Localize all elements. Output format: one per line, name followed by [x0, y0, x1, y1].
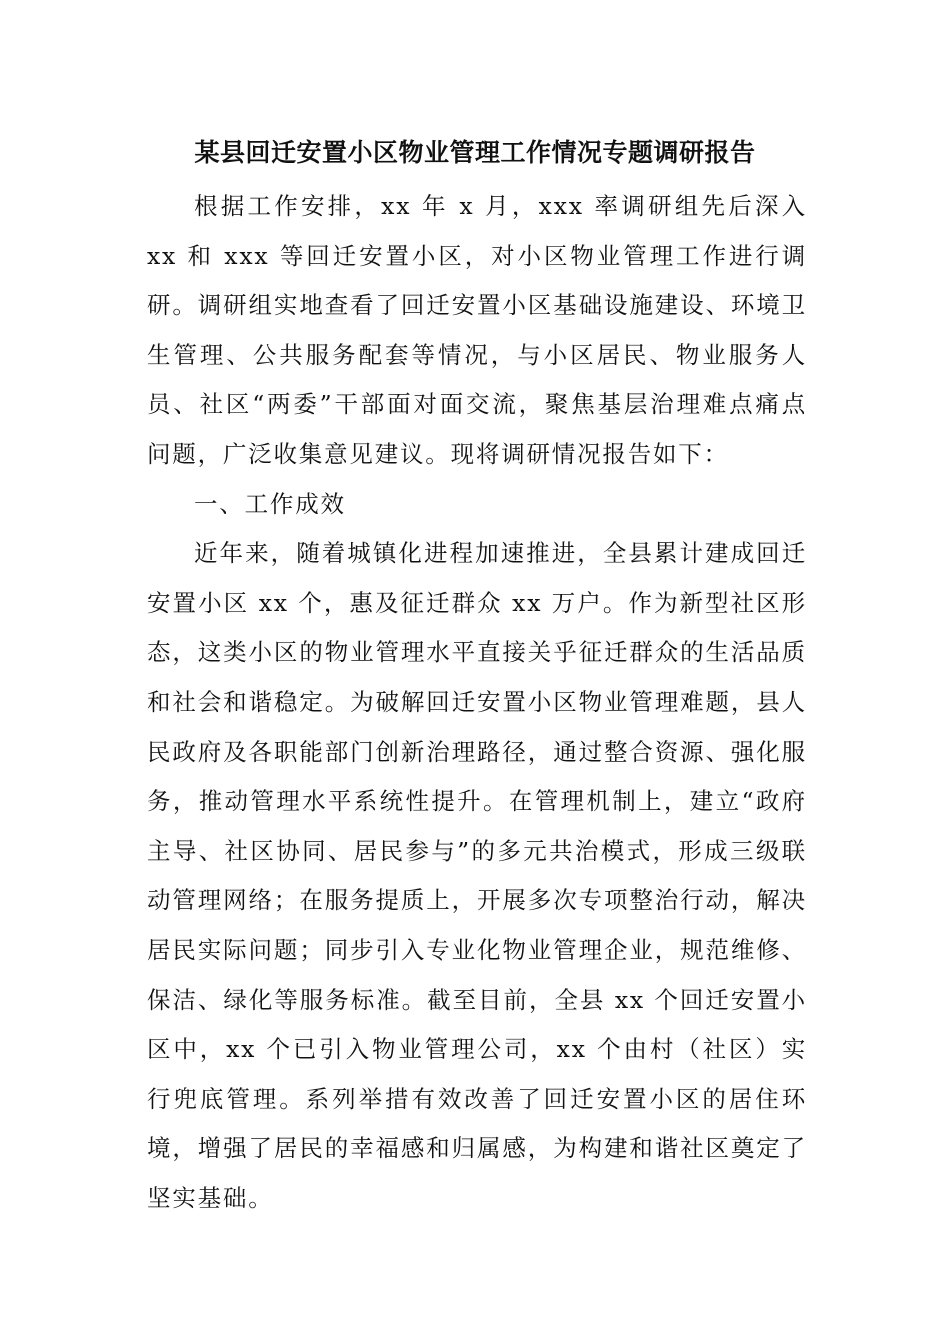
body-paragraph: 近年来，随着城镇化进程加速推进，全县累计建成回迁安置小区 xx 个，惠及征迁群众 xx 万户。作为新型社区形态，这类小区的物业管理水平直接关乎征迁群众的生活品质和社会和谐稳定。为破解回迁安置小区物业管理难题，县人民政府及各职能部门创新治理路径，通过整合资源、强化服务，推动管理水平系统性提升。在管理机制上，建立“政府主导、社区协同、居民参与”的多元共治模式，形成三级联动管理网络；在服务提质上，开展多次专项整治行动，解决居民实际问题；同步引入专业化物业管理企业，规范维修、保洁、绿化等服务标准。截至目前，全县 xx 个回迁安置小区中，xx 个已引入物业管理公司，xx 个由村（社区）实行兜底管理。系列举措有效改善了回迁安置小区的居住环境，增强了居民的幸福感和归属感，为构建和谐社区奠定了坚实基础。 — [147, 539, 807, 1212]
section-heading: 一、工作成效 — [194, 489, 346, 518]
document-body — [147, 182, 807, 1223]
intro-paragraph: 根据工作安排，xx 年 x 月，xxx 率调研组先后深入 xx 和 xxx 等回迁安置小区，对小区物业管理工作进行调研。调研组实地查看了回迁安置小区基础设施建设、环境卫生管理、公共服务配套等情况，与小区居民、物业服务人员、社区“两委”干部面对面交流，聚焦基层治理难点痛点问题，广泛收集意见建议。现将调研情况报告如下： — [147, 192, 807, 468]
document-title: 某县回迁安置小区物业管理工作情况专题调研报告 — [194, 138, 756, 167]
